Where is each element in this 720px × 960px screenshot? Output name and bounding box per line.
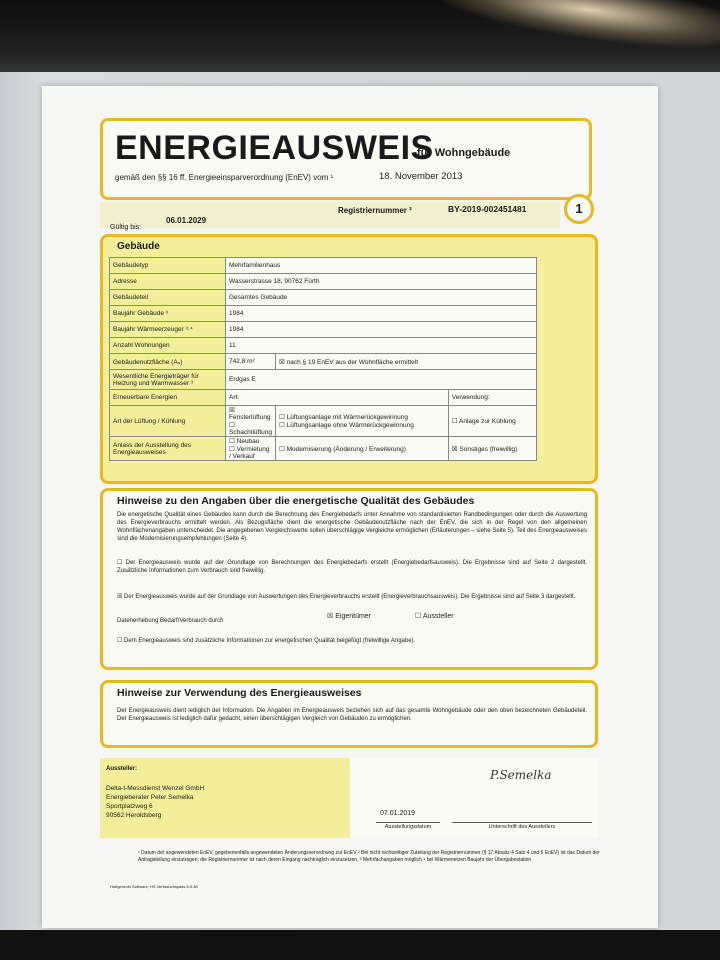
row-value: Mehrfamilienhaus — [226, 258, 537, 274]
row-value: Wasserstrasse 18, 90762 Fürth — [226, 274, 537, 290]
row-label: Gebäudenutzfläche (Aₙ) — [110, 354, 226, 370]
table-row — [110, 274, 537, 290]
table-row — [110, 437, 537, 461]
energy-certificate-page — [42, 86, 658, 928]
footnotes: ¹ Datum der angewendeten EnEV, gegebenenfalls angewendeten Änderungsverordnung zur EnEV ² Bei nicht rechtzeitiger Zuteilung der Registriernummer (§ 17 Absatz 4 Satz 4 und 5 EnEV) ist das Datum der Antragstellung einzutragen; die Registriernummer ist nach deren Eingang nachträglich einzusetzen. ³ Mehrfachangaben möglich ⁴ bei Wärmenetzen Baujahr der Übergabestation — [138, 850, 600, 863]
quality-notes-title: Hinweise zu den Angaben über die energetische Qualität des Gebäudes — [117, 495, 475, 507]
issuer-line: Energieberater Peter Semelka — [106, 794, 194, 801]
issuer-option: ☐ Aussteller — [415, 613, 454, 620]
legal-date: 18. November 2013 — [379, 171, 463, 182]
row-label: Erneuerbare Energien — [110, 390, 226, 406]
row-label: Adresse — [110, 274, 226, 290]
row-value: 1984 — [226, 306, 537, 322]
issuer-line: Delta-t-Messdienst Wenzel GmbH — [106, 785, 205, 792]
option: ☐ Modernisierung (Änderung / Erweiterung) — [279, 445, 406, 453]
document-subtitle: für Wohngebäude — [417, 147, 511, 159]
registration-label: Registriernummer ² — [338, 206, 412, 215]
row-value: Art: — [226, 390, 449, 406]
table-row — [110, 390, 537, 406]
issuer-line: 90562 Heroldsberg — [106, 812, 162, 819]
software-note: Hottgenroth Software, HS Verbrauchspass 5.5.38 — [110, 884, 198, 889]
issuer-section — [100, 758, 598, 838]
row-cell — [276, 437, 449, 461]
signature-label: Unterschrift des Ausstellers — [452, 822, 592, 830]
option: ☐ Lüftungsanlage ohne Wärmerückgewinnung — [279, 422, 414, 429]
table-row — [110, 370, 537, 390]
row-cell — [276, 406, 449, 437]
usage-notes-title: Hinweise zur Verwendung des Energieausweises — [117, 687, 362, 699]
row-value: 11 — [226, 338, 537, 354]
table-row — [110, 306, 537, 322]
usage-notes-text: Der Energieausweis dient lediglich der Information. Die Angaben im Energieausweis beziehen sich auf das gesamte Wohngebäude oder den oben bezeichneten Gebäudeteil. Der Energieausweis ist lediglich dafür gedacht, einen überschlägigen Vergleich von Gebäuden zu ermöglichen. — [117, 708, 587, 722]
row-cell — [448, 406, 536, 437]
row-label: Baujahr Gebäude ³ — [110, 306, 226, 322]
option: ☐ Neubau — [229, 438, 260, 445]
building-section — [100, 234, 598, 484]
row-label: Baujahr Wärmeerzeuger ³·⁴ — [110, 322, 226, 338]
additional-info-option: ☐ Dem Energieausweis sind zusätzliche Informationen zur energetischen Qualität beigefügt (freiwillige Angabe). — [117, 638, 416, 644]
registration-number: BY-2019-002451481 — [448, 204, 527, 214]
row-label: Anzahl Wohnungen — [110, 338, 226, 354]
row-value: Gesamtes Gebäude — [226, 290, 537, 306]
table-row — [110, 258, 537, 274]
row-note: ☒ nach § 19 EnEV aus der Wohnfläche ermittelt — [276, 354, 537, 370]
issuer-label: Aussteller: — [106, 766, 138, 772]
owner-option: ☒ Eigentümer — [327, 613, 372, 620]
issue-date: 07.01.2019 — [380, 810, 416, 817]
row-label: Art der Lüftung / Kühlung — [110, 406, 226, 437]
handwritten-signature: P.Semelka — [490, 768, 552, 782]
valid-until-label: Gültig bis: — [110, 224, 142, 231]
row-value: 1984 — [226, 322, 537, 338]
valid-until-date: 06.01.2029 — [166, 216, 207, 225]
legal-reference: gemäß den §§ 16 ff. Energieeinsparverordnung (EnEV) vom ¹ — [115, 173, 334, 182]
data-collection-label: Datenerhebung Bedarf/Verbrauch durch — [117, 618, 224, 624]
row-label: Gebäudeteil — [110, 290, 226, 306]
issuer-address — [106, 784, 204, 820]
table-row — [110, 322, 537, 338]
building-section-title: Gebäude — [117, 241, 160, 252]
option: ☐ Lüftungsanlage mit Wärmerückgewinnung — [279, 414, 409, 421]
row-value: Erdgas E — [226, 370, 537, 390]
bedarf-option: ☐ Der Energieausweis wurde auf der Grundlage von Berechnungen des Energiebedarfs erstellt (Energiebedarfsausweis). Die Ergebnisse sind auf Seite 2 dargestellt. Zusätzliche Informationen zum Verbrauch sind freiwillig. — [117, 560, 587, 574]
table-row — [110, 290, 537, 306]
row-label: Gebäudetyp — [110, 258, 226, 274]
document-title: ENERGIEAUSWEIS — [115, 129, 434, 167]
row-label: Wesentliche Energieträger für Heizung und Warmwasser ³ — [110, 370, 226, 390]
verbrauch-option: ☒ Der Energieausweis wurde auf der Grundlage von Auswertungen des Energieverbrauchs erstellt (Energieverbrauchsausweis). Die Ergebnisse sind auf Seite 3 dargestellt. — [117, 594, 576, 600]
quality-notes-section — [100, 488, 598, 670]
quality-notes-paragraph: Die energetische Qualität eines Gebäudes kann durch die Berechnung des Energiebedarfs unter Annahme von standardisierten Randbedingungen oder durch die Auswertung des Energieverbrauchs ermittelt werden. Als Bezugsfläche dient die energetische Gebäudenutzfläche nach der EnEV, die sich in der Regel von den allgemeinen Wohnflächenangaben unterscheidet. Die angegebenen Vergleichswerte sollen überschlägige Vergleiche ermöglichen (Erläuterungen – siehe Seite 5). Teil des Energieausweises sind die Modernisierungsempfehlungen (Seite 4). — [117, 512, 587, 542]
row-label: Anlass der Ausstellung des Energieausweises — [110, 437, 226, 461]
option: ☐ Vermietung / Verkauf — [229, 446, 270, 460]
option: ☐ Anlage zur Kühlung — [451, 418, 516, 425]
row-value: Verwendung: — [448, 390, 536, 406]
row-cell — [226, 406, 276, 437]
option: ☐ Schachtlüftung — [229, 422, 273, 436]
table-row — [110, 406, 537, 437]
issuer-line: Sportplatzweg 6 — [106, 803, 153, 810]
issue-date-label: Ausstellungsdatum — [376, 822, 440, 830]
option: ☒ Fensterlüftung — [229, 407, 271, 421]
row-value: 742,8 m² — [226, 354, 276, 370]
building-table — [109, 257, 537, 461]
usage-notes-section — [100, 680, 598, 748]
table-row — [110, 354, 537, 370]
row-cell — [226, 437, 276, 461]
header-box — [100, 118, 592, 200]
table-row — [110, 338, 537, 354]
page-number-badge: 1 — [564, 194, 594, 224]
option: ☒ Sonstiges (freiwillig) — [451, 445, 518, 453]
row-cell — [448, 437, 536, 461]
monitor-bezel-bottom — [0, 930, 720, 960]
